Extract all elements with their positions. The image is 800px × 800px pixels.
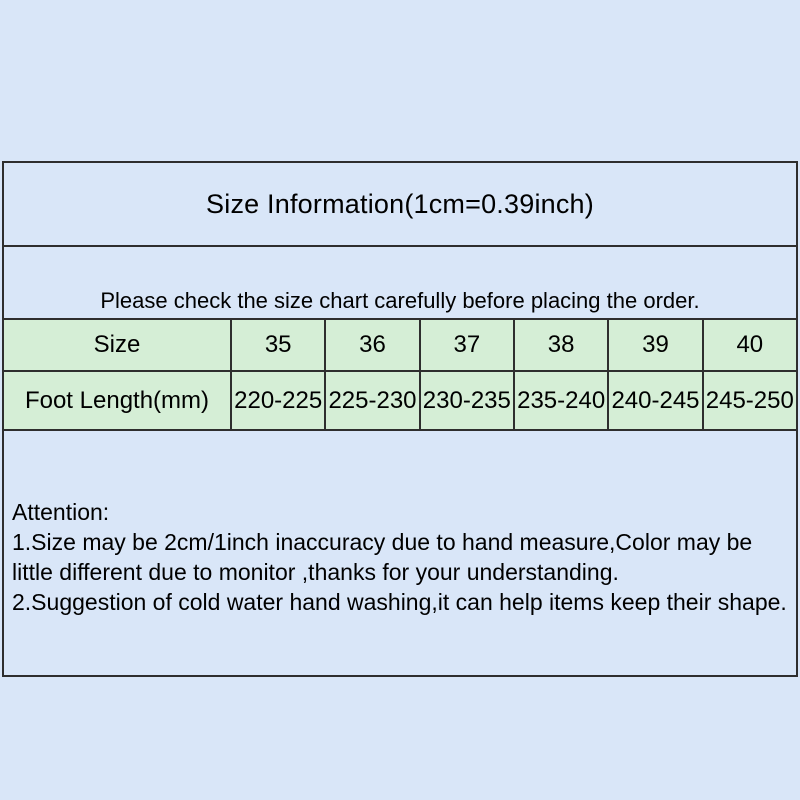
attention-line-1: 1.Size may be 2cm/1inch inaccuracy due to hand measure,Color may be (12, 529, 753, 555)
size-value-37: 37 (421, 320, 515, 370)
size-header-row (4, 320, 796, 372)
size-value-35: 35 (232, 320, 326, 370)
size-value-36: 36 (326, 320, 420, 370)
attention-line-3: 2.Suggestion of cold water hand washing,it can help items keep their shape. (12, 589, 787, 615)
size-value-40: 40 (736, 331, 764, 358)
attention-section (4, 431, 796, 675)
subtitle-row (4, 247, 796, 320)
size-value-38: 38 (515, 320, 609, 370)
size-value-39: 39 (609, 320, 703, 370)
attention-heading: Attention: (12, 499, 110, 525)
subtitle-note: Please check the size chart carefully before placing the order. (100, 288, 700, 313)
size-info-panel (2, 161, 798, 677)
foot-length-40: 245-250 (705, 386, 794, 414)
foot-length-39: 240-245 (609, 372, 703, 429)
foot-length-row-label: Foot Length(mm) (4, 372, 232, 429)
size-row-label: Size (4, 320, 232, 370)
title-row (4, 163, 796, 247)
foot-length-35: 220-225 (232, 372, 326, 429)
attention-line-2: little different due to monitor ,thanks for your understanding. (12, 559, 619, 585)
foot-length-38: 235-240 (515, 372, 609, 429)
foot-length-row (4, 372, 796, 431)
foot-length-37: 230-235 (421, 372, 515, 429)
foot-length-36: 225-230 (326, 372, 420, 429)
page-title: Size Information(1cm=0.39inch) (206, 188, 594, 219)
